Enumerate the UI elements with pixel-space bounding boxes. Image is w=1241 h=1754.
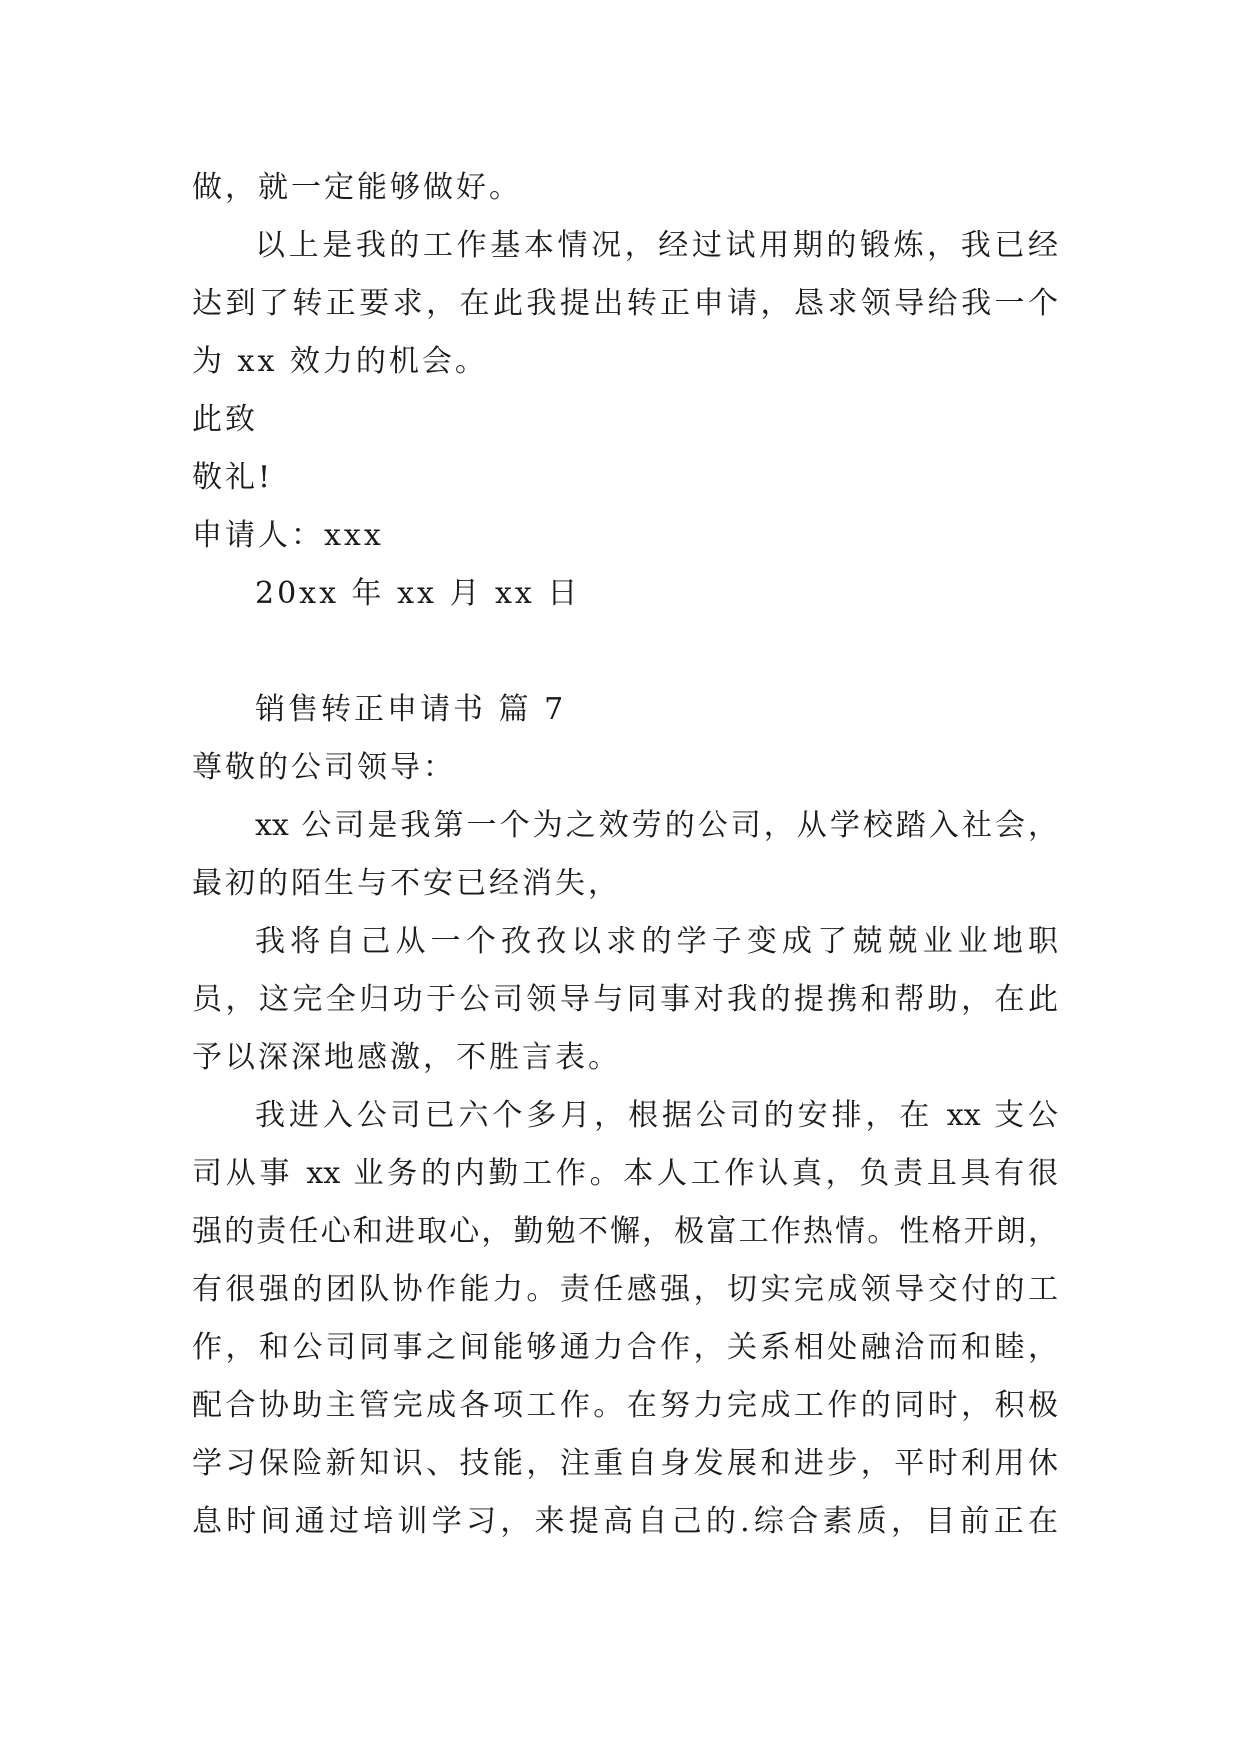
text-line: 敬礼!: [192, 460, 274, 495]
section-title: 销售转正申请书 篇 7: [255, 692, 567, 727]
text-line: 做，就一定能够做好。: [192, 170, 522, 205]
text-line: 司从事 xx 业务的内勤工作。本人工作认真，负责且具有很: [192, 1156, 1058, 1191]
text-line: 我将自己从一个孜孜以求的学子变成了兢兢业业地职: [255, 924, 1058, 959]
text-line: xx 公司是我第一个为之效劳的公司，从学校踏入社会，: [255, 808, 1058, 843]
text-line: 此致: [192, 402, 258, 437]
text-line: 予以深深地感激，不胜言表。: [192, 1040, 621, 1075]
text-line: 我进入公司已六个多月，根据公司的安排，在 xx 支公: [255, 1098, 1058, 1133]
text-line: 配合协助主管完成各项工作。在努力完成工作的同时，积极: [192, 1388, 1058, 1423]
text-line: 为 xx 效力的机会。: [192, 344, 488, 379]
text-line: 息时间通过培训学习，来提高自己的.综合素质，目前正在: [192, 1504, 1058, 1539]
text-line: 申请人：xxx: [192, 518, 384, 553]
date-line: 20xx 年 xx 月 xx 日: [255, 576, 581, 611]
text-line: 学习保险新知识、技能，注重自身发展和进步，平时利用休: [192, 1446, 1058, 1481]
salutation: 尊敬的公司领导：: [192, 750, 456, 785]
text-line: 有很强的团队协作能力。责任感强，切实完成领导交付的工: [192, 1272, 1058, 1307]
text-line: 强的责任心和进取心，勤勉不懈，极富工作热情。性格开朗，: [192, 1214, 1058, 1249]
text-line: 员，这完全归功于公司领导与同事对我的提携和帮助，在此: [192, 982, 1058, 1017]
text-line: 作，和公司同事之间能够通力合作，关系相处融洽而和睦，: [192, 1330, 1058, 1365]
text-line: 以上是我的工作基本情况，经过试用期的锻炼，我已经: [255, 228, 1058, 263]
text-line: 达到了转正要求，在此我提出转正申请，恳求领导给我一个: [192, 286, 1058, 321]
text-line: 最初的陌生与不安已经消失，: [192, 866, 621, 901]
